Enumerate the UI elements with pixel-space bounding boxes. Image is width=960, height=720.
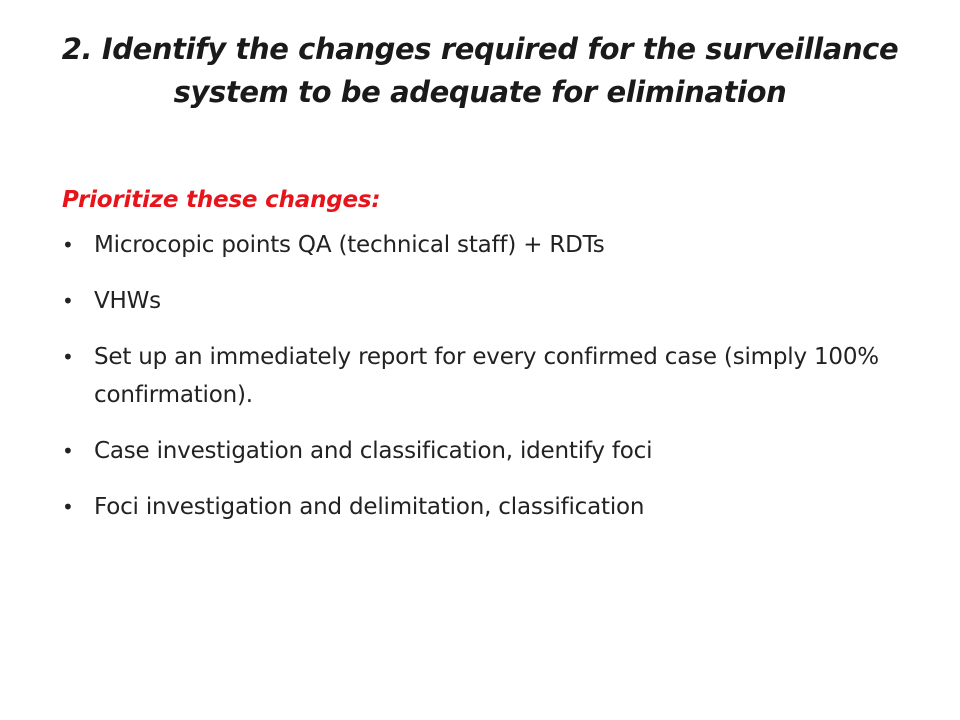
bullet-icon: • <box>62 439 74 463</box>
list-item <box>62 432 922 470</box>
bullet-icon: • <box>62 495 74 519</box>
list-item <box>62 226 922 264</box>
list-item <box>62 282 922 320</box>
bullet-text: VHWs <box>94 288 161 314</box>
subheading: Prioritize these changes: <box>62 187 381 213</box>
slide-title-line-1: 2. Identify the changes required for the surveillance <box>61 32 899 66</box>
slide-content <box>62 176 922 544</box>
bullet-list <box>62 226 922 526</box>
list-item <box>62 488 922 526</box>
bullet-icon: • <box>62 289 74 313</box>
slide-title <box>20 28 940 114</box>
bullet-text: Set up an immediately report for every confirmed case (simply 100% confirmation). <box>94 344 879 408</box>
bullet-text: Microcopic points QA (technical staff) + RDTs <box>94 232 605 258</box>
bullet-text: Case investigation and classification, identify foci <box>94 438 653 464</box>
bullet-icon: • <box>62 345 74 369</box>
bullet-text: Foci investigation and delimitation, classification <box>94 494 645 520</box>
bullet-icon: • <box>62 233 74 257</box>
slide-title-line-2: system to be adequate for elimination <box>173 75 787 109</box>
list-item <box>62 338 922 414</box>
